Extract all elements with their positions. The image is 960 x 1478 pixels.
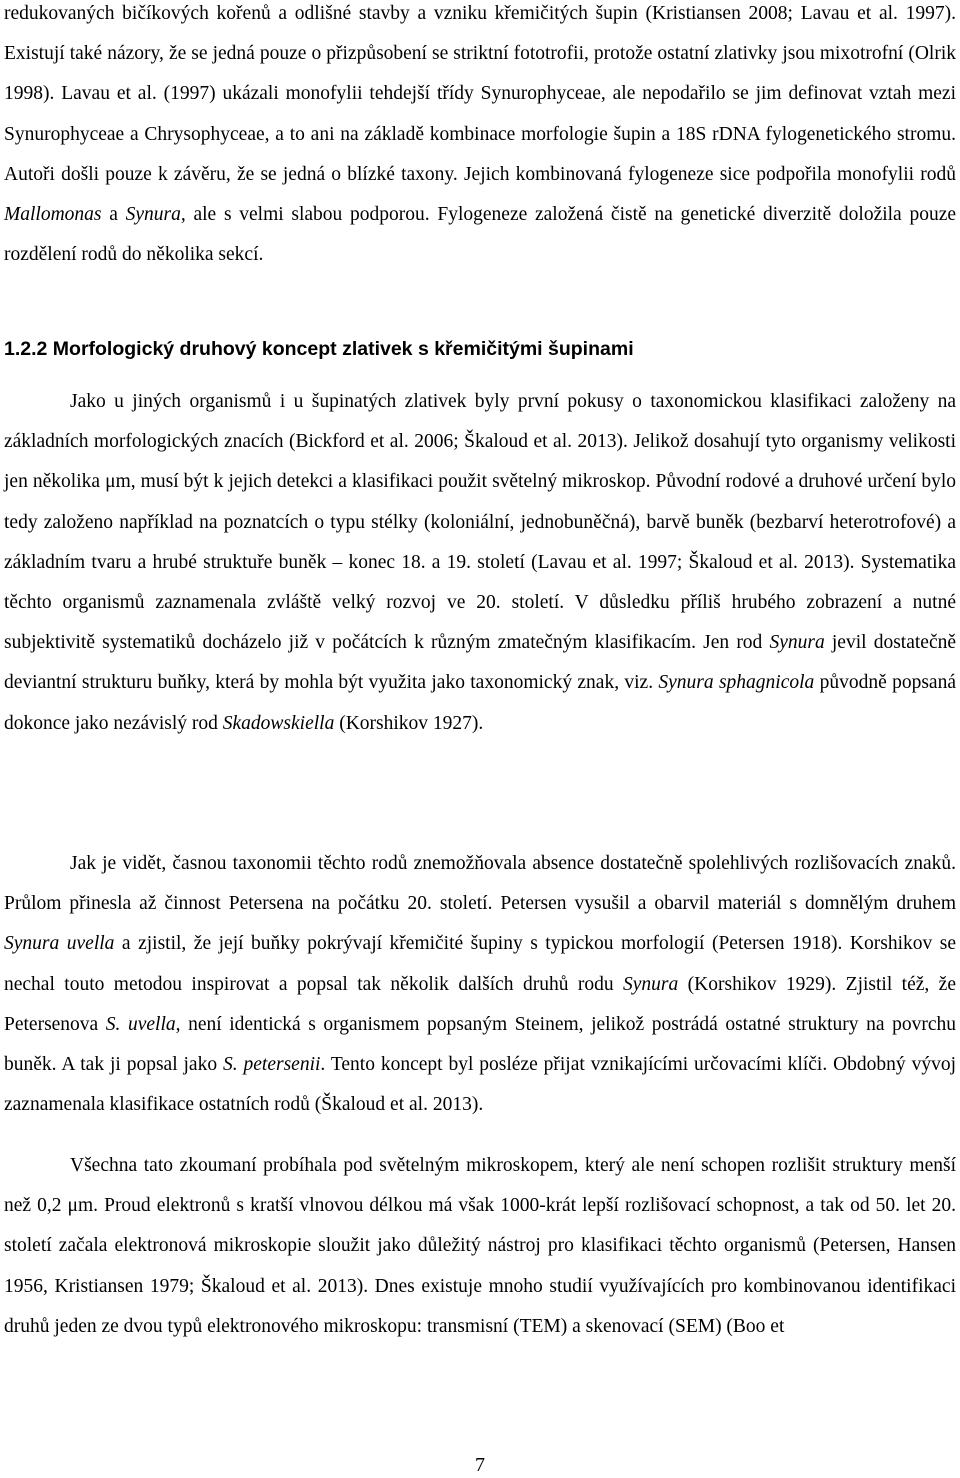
text-run: (Korshikov 1927). bbox=[334, 712, 484, 734]
document-page bbox=[4, 0, 956, 1478]
text-run: Všechna tato zkoumaní probíhala pod světelným mikroskopem, který ale není schopen rozlišit struktury menší než 0,2 μm. Proud elektronů s kratší vlnovou délkou má však 1000-krát lepší rozlišovací schopnost, a tak od 50. let 20. století začala elektronová mikroskopie sloužit jako důležitý nástroj pro klasifikaci těchto organismů (Petersen, Hansen 1956, Kristiansen 1979; Škaloud et al. 2013). Dnes existuje mnoho studií využívajících pro kombinovanou identifikaci druhů jeden ze dvou typů elektronového mikroskopu: transmisní (TEM) a skenovací (SEM) (Boo et bbox=[4, 1155, 956, 1337]
taxon-name: Synura sphagnicola bbox=[658, 672, 815, 694]
text-run: Jako u jiných organismů i u šupinatých zlativek byly první pokusy o taxonomickou klasifikaci založeny na základních morfologických znacích (Bickford et al. 2006; Škaloud et al. 2013). Jelikož dosahují tyto organismy velikosti jen několika μm, musí být k jejich detekci a klasifikaci použit světelný mikroskop. Původní rodové a druhové určení bylo tedy založeno například na poznatcích o typu stélky (koloniální, jednobuněčná), barvě buněk (bezbarví heterotrofové) a základním tvaru a hrubé struktuře buněk – konec 18. a 19. století (Lavau et al. 1997; Škaloud et al. 2013). Systematika těchto organismů zaznamenala zvláště velký rozvoj ve 20. století. V důsledku příliš hrubého zobrazení a nutné subjektivitě systematiků docházelo již v počátcích k různým zmatečným klasifikacím. Jen rod bbox=[4, 391, 956, 654]
paragraph bbox=[4, 844, 956, 1125]
paragraph bbox=[4, 382, 956, 744]
text-run: ale s velmi slabou podporou. Fylogeneze založená čistě na genetické diverzitě doložila pouze rozdělení rodů do několika sekcí. bbox=[4, 204, 957, 266]
taxon-name: Mallomonas bbox=[4, 204, 102, 226]
text-run: jevil dostatečně deviantní strukturu buňky, která by mohla být využita jako taxonomický znak, viz. bbox=[4, 632, 957, 694]
text-run: (Korshikov 1929). Zjistil též, že Petersenova bbox=[4, 973, 956, 1035]
taxon-name: Synura bbox=[769, 632, 825, 654]
taxon-name: S. petersenii bbox=[222, 1054, 321, 1076]
text-run: původně popsaná dokonce jako nezávislý rod bbox=[4, 672, 956, 734]
page-number: 7 bbox=[475, 1454, 485, 1476]
taxon-name: Synura bbox=[623, 973, 679, 995]
text-run: . Tento koncept byl posléze přijat vznikajícími určovacími klíči. Obdobný vývoj zaznamenala klasifikace ostatních rodů (Škaloud et al. 2013). bbox=[4, 1054, 956, 1116]
section-heading: 1.2.2 Morfologický druhový koncept zlativek s křemičitými šupinami bbox=[4, 338, 634, 360]
text-run: redukovaných bičíkových kořenů a odlišné stavby a vzniku křemičitých šupin (Kristiansen 2008; Lavau et al. 1997). Existují také názory, že se jedná pouze o přizpůsobení se striktní fototrofii, protože ostatní zlativky jsou mixotrofní (Olrik 1998). Lavau et al. (1997) ukázali monofylii tehdejší třídy Synurophyceae, ale nepodařilo se jim definovat vztah mezi Synurophyceae a Chrysophyceae, a to ani na základě kombinace morfologie šupin a 18S rDNA fylogenetického stromu. Autoři došli pouze k závěru, že se jedná o blízké taxony. Jejich kombinovaná fylogeneze sice podpořila monofylii rodů bbox=[4, 3, 956, 185]
taxon-name: Synura uvella bbox=[4, 933, 115, 955]
paragraph bbox=[4, 1146, 956, 1347]
paragraph-continuation bbox=[4, 0, 956, 275]
text-run: a zjistil, že její buňky pokrývají křemičité šupiny s typickou morfologií (Petersen 1918). Korshikov se nechal touto metodou inspirovat a popsal tak několik dalších druhů rodu bbox=[4, 933, 957, 995]
taxon-name: Synura, bbox=[125, 204, 186, 226]
taxon-name: S. uvella bbox=[105, 1013, 176, 1035]
text-run: a bbox=[101, 204, 126, 226]
text-run: , není identická s organismem popsaným Steinem, jelikož postrádá ostatné struktury na povrchu buněk. A tak ji popsal jako bbox=[4, 1013, 956, 1076]
taxon-name: Skadowskiella bbox=[222, 712, 335, 734]
text-run: Jak je vidět, časnou taxonomii těchto rodů znemožňovala absence dostatečně spolehlivých rozlišovacích znaků. Průlom přinesla až činnost Petersena na počátku 20. století. Petersen vysušil a obarvil materiál s domnělým druhem bbox=[4, 853, 956, 915]
